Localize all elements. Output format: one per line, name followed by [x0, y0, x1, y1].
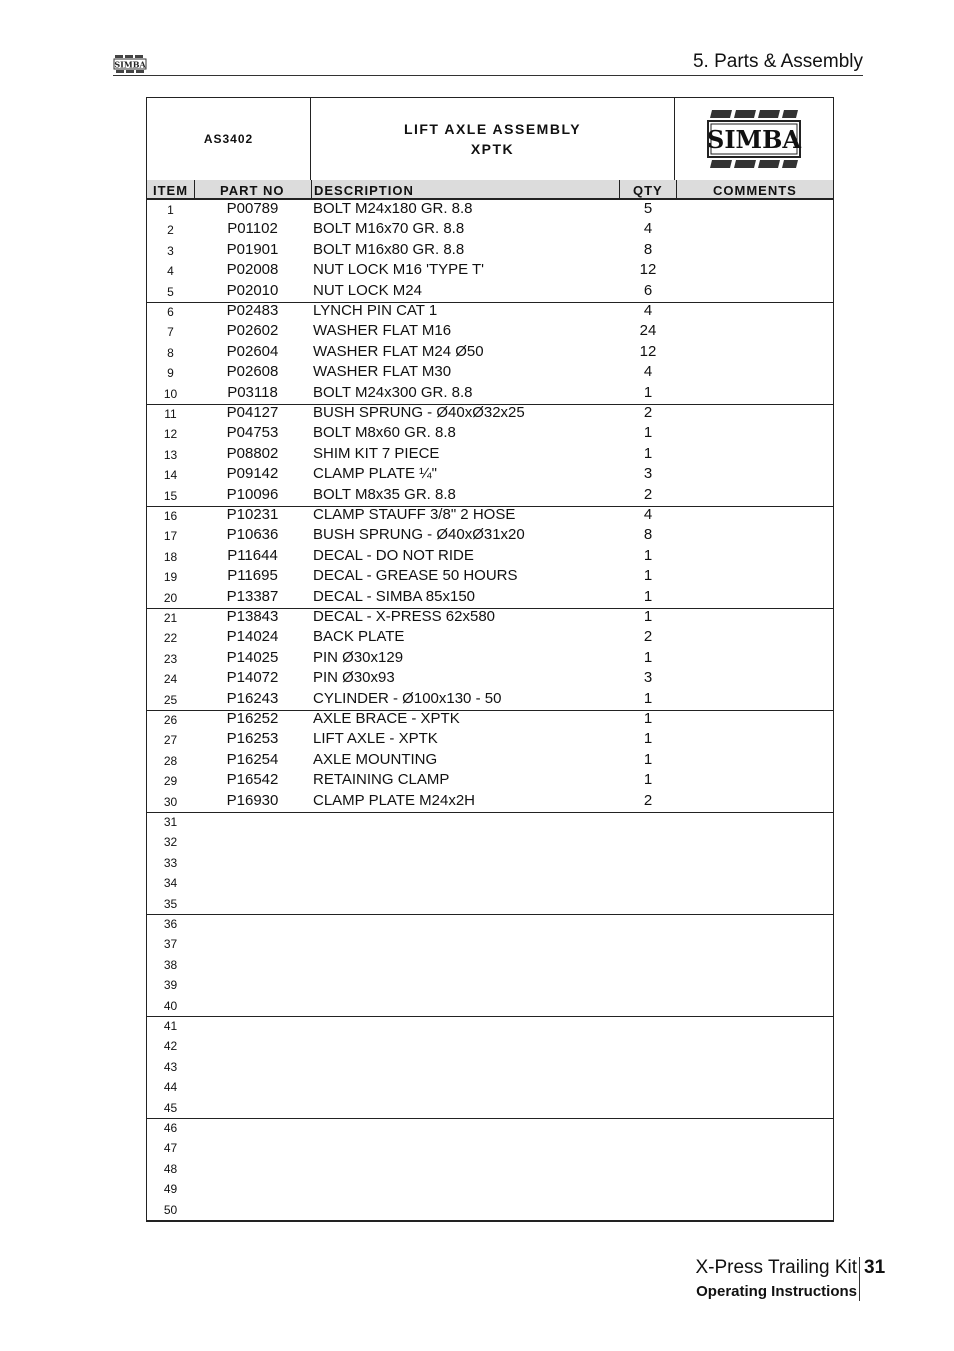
row-item: 24 — [163, 672, 178, 687]
row-item: 32 — [163, 835, 178, 850]
row-qty: 24 — [639, 322, 657, 340]
row-item: 18 — [163, 549, 178, 564]
row-item: 47 — [163, 1141, 178, 1156]
row-part-no: P14025 — [226, 648, 279, 666]
row-item: 15 — [163, 488, 178, 503]
row-item: 1 — [167, 203, 174, 217]
table-row — [147, 649, 833, 669]
row-part-no: P10096 — [226, 485, 279, 503]
row-part-no: P16252 — [226, 710, 279, 727]
row-description: NUT LOCK M24 — [313, 281, 422, 299]
column-header-qty: QTY — [633, 183, 663, 198]
row-part-no: P02483 — [226, 302, 279, 319]
row-qty: 3 — [643, 465, 653, 483]
row-part-no: P11695 — [227, 567, 278, 585]
table-row — [147, 1200, 833, 1221]
row-item: 2 — [167, 223, 174, 238]
row-qty: 4 — [643, 363, 653, 381]
row-description: WASHER FLAT M16 — [313, 322, 452, 340]
table-row — [147, 853, 833, 873]
row-item: 25 — [163, 692, 178, 707]
table-row — [147, 445, 833, 465]
table-row — [147, 608, 833, 628]
table-row — [147, 1179, 833, 1199]
row-qty: 6 — [643, 281, 653, 299]
row-description: RETAINING CLAMP — [313, 771, 450, 789]
row-part-no: P16542 — [226, 771, 279, 789]
row-description: CYLINDER - Ø100x130 - 50 — [313, 689, 502, 707]
table-row — [147, 261, 833, 281]
row-item: 38 — [163, 957, 178, 972]
table-row — [147, 934, 833, 954]
row-part-no: P09142 — [226, 465, 279, 483]
row-item: 40 — [163, 998, 178, 1013]
table-row — [147, 424, 833, 444]
row-item: 5 — [167, 284, 174, 299]
row-description: PIN Ø30x93 — [313, 669, 395, 687]
row-item: 14 — [163, 468, 178, 483]
row-description: BOLT M16x70 GR. 8.8 — [313, 220, 465, 238]
row-qty: 1 — [643, 608, 653, 625]
table-row — [147, 792, 833, 813]
row-description: BOLT M16x80 GR. 8.8 — [313, 240, 465, 258]
row-part-no: P16930 — [226, 791, 279, 809]
row-part-no: P01901 — [226, 240, 279, 258]
row-qty: 2 — [643, 791, 653, 809]
row-item: 29 — [163, 774, 178, 789]
table-row — [147, 547, 833, 567]
section-title: 5. Parts & Assembly — [692, 51, 863, 72]
table-row — [147, 812, 833, 832]
row-description: BACK PLATE — [313, 628, 405, 646]
row-part-no: P14024 — [226, 628, 279, 646]
table-row — [147, 302, 833, 322]
table-row — [147, 220, 833, 240]
row-qty: 2 — [643, 628, 653, 646]
row-qty: 12 — [639, 261, 657, 279]
row-item: 42 — [163, 1039, 178, 1054]
table-row — [147, 486, 833, 507]
column-header-row — [147, 180, 833, 200]
row-qty: 4 — [643, 302, 653, 319]
row-description: PIN Ø30x129 — [313, 648, 404, 666]
row-part-no: P16253 — [226, 730, 279, 748]
row-description: DECAL - DO NOT RIDE — [313, 546, 474, 564]
row-qty: 1 — [643, 546, 653, 564]
row-description: DECAL - X-PRESS 62x580 — [313, 608, 496, 625]
row-item: 43 — [163, 1059, 178, 1074]
table-row — [147, 241, 833, 261]
row-item: 7 — [167, 325, 174, 340]
row-description: BOLT M24x180 GR. 8.8 — [313, 200, 473, 217]
table-row — [147, 914, 833, 934]
row-description: DECAL - SIMBA 85x150 — [313, 587, 476, 605]
table-row — [147, 955, 833, 975]
row-qty: 1 — [643, 750, 653, 768]
row-part-no: P02010 — [226, 281, 279, 299]
row-part-no: P14072 — [226, 669, 279, 687]
table-row — [147, 1016, 833, 1036]
footer-subtitle: Operating Instructions — [696, 1283, 857, 1300]
table-row — [147, 751, 833, 771]
row-qty: 2 — [643, 404, 653, 421]
row-description: WASHER FLAT M30 — [313, 363, 452, 381]
row-item: 28 — [163, 753, 178, 768]
table-row — [147, 873, 833, 893]
row-qty: 4 — [643, 220, 653, 238]
simba-logo — [675, 98, 833, 180]
row-item: 4 — [167, 264, 174, 279]
table-row — [147, 343, 833, 363]
assembly-number: AS3402 — [203, 132, 254, 146]
row-item: 49 — [163, 1182, 178, 1197]
row-description: NUT LOCK M16 'TYPE T' — [313, 261, 485, 279]
assembly-header — [147, 98, 833, 181]
row-description: BUSH SPRUNG - Ø40xØ32x25 — [313, 404, 525, 421]
table-row — [147, 465, 833, 485]
row-qty: 1 — [643, 587, 653, 605]
row-description: BOLT M8x60 GR. 8.8 — [313, 424, 456, 442]
table-row — [147, 669, 833, 689]
table-row — [147, 975, 833, 995]
row-item: 26 — [163, 713, 178, 727]
table-row — [147, 506, 833, 526]
row-description: AXLE MOUNTING — [313, 750, 438, 768]
row-item: 10 — [163, 386, 178, 401]
table-row — [147, 200, 833, 220]
row-item: 20 — [163, 590, 178, 605]
table-row — [147, 1036, 833, 1056]
row-item: 46 — [163, 1121, 178, 1135]
table-row — [147, 1057, 833, 1077]
table-row — [147, 1118, 833, 1138]
header-simba-logo-icon — [113, 54, 147, 74]
row-item: 33 — [163, 855, 178, 870]
row-part-no: P11644 — [227, 546, 278, 564]
row-item: 19 — [163, 570, 178, 585]
row-description: CLAMP STAUFF 3/8" 2 HOSE — [313, 506, 516, 523]
row-part-no: P03118 — [227, 383, 278, 401]
parts-table — [146, 97, 834, 1222]
row-item: 22 — [163, 631, 178, 646]
row-item: 13 — [163, 447, 178, 462]
row-description: BOLT M8x35 GR. 8.8 — [313, 485, 456, 503]
row-part-no: P16254 — [226, 750, 279, 768]
row-qty: 8 — [643, 526, 653, 544]
row-part-no: P10231 — [226, 506, 279, 523]
row-description: DECAL - GREASE 50 HOURS — [313, 567, 518, 585]
table-row — [147, 730, 833, 750]
row-item: 23 — [163, 651, 178, 666]
row-item: 50 — [163, 1202, 178, 1217]
column-divider — [194, 180, 195, 198]
assembly-title-line2: XPTK — [470, 141, 515, 157]
table-row — [147, 1159, 833, 1179]
column-header-description: DESCRIPTION — [314, 183, 414, 198]
row-part-no: P01102 — [227, 220, 278, 238]
row-item: 16 — [163, 509, 178, 523]
row-item: 48 — [163, 1161, 178, 1176]
row-qty: 1 — [643, 730, 653, 748]
table-row — [147, 771, 833, 791]
row-item: 35 — [163, 896, 178, 911]
row-qty: 1 — [643, 444, 653, 462]
row-qty: 1 — [643, 648, 653, 666]
row-description: SHIM KIT 7 PIECE — [313, 444, 440, 462]
row-qty: 1 — [643, 567, 653, 585]
table-row — [147, 282, 833, 303]
table-row — [147, 690, 833, 711]
row-item: 34 — [163, 876, 178, 891]
column-divider — [619, 180, 620, 198]
row-item: 17 — [163, 529, 178, 544]
row-item: 6 — [167, 305, 174, 319]
table-row — [147, 1138, 833, 1158]
row-part-no: P10636 — [226, 526, 279, 544]
row-part-no: P13843 — [226, 608, 279, 625]
row-part-no: P02604 — [226, 342, 279, 360]
row-qty: 1 — [643, 424, 653, 442]
table-row — [147, 710, 833, 730]
row-item: 37 — [163, 937, 178, 952]
row-description: BOLT M24x300 GR. 8.8 — [313, 383, 473, 401]
row-item: 36 — [163, 917, 178, 931]
row-description: CLAMP PLATE ¼" — [313, 465, 437, 483]
row-qty: 1 — [643, 771, 653, 789]
footer-title: X-Press Trailing Kit — [695, 1257, 857, 1278]
table-row — [147, 628, 833, 648]
row-item: 39 — [163, 978, 178, 993]
row-item: 44 — [163, 1080, 178, 1095]
column-header-part-no: PART NO — [220, 183, 285, 198]
row-part-no: P00789 — [226, 200, 279, 217]
table-row — [147, 588, 833, 609]
table-row — [147, 363, 833, 383]
row-qty: 2 — [643, 485, 653, 503]
table-row — [147, 832, 833, 852]
row-qty: 8 — [643, 240, 653, 258]
table-row — [147, 567, 833, 587]
row-description: BUSH SPRUNG - Ø40xØ31x20 — [313, 526, 525, 544]
row-qty: 1 — [643, 689, 653, 707]
row-description: LIFT AXLE - XPTK — [313, 730, 438, 748]
row-qty: 1 — [643, 710, 653, 727]
row-item: 21 — [163, 611, 178, 625]
assembly-title — [310, 98, 675, 180]
row-qty: 1 — [643, 383, 653, 401]
row-part-no: P16243 — [226, 689, 279, 707]
column-header-item: ITEM — [153, 183, 189, 198]
table-row — [147, 404, 833, 424]
page-number: 31 — [864, 1257, 886, 1278]
table-row — [147, 526, 833, 546]
row-item: 11 — [164, 407, 177, 421]
column-divider — [676, 180, 677, 198]
row-item: 45 — [163, 1100, 178, 1115]
table-row — [147, 894, 833, 915]
row-part-no: P04127 — [226, 404, 279, 421]
row-part-no: P08802 — [226, 444, 279, 462]
row-item: 3 — [167, 243, 174, 258]
row-qty: 4 — [643, 506, 653, 523]
row-description: WASHER FLAT M24 Ø50 — [313, 342, 484, 360]
svg-text:SIMBA: SIMBA — [114, 59, 146, 70]
column-divider — [311, 180, 312, 198]
row-qty: 5 — [643, 200, 653, 217]
table-row — [147, 996, 833, 1017]
assembly-title-line1: LIFT AXLE ASSEMBLY — [403, 121, 582, 137]
row-part-no: P02008 — [226, 261, 279, 279]
table-row — [147, 322, 833, 342]
column-header-comments: COMMENTS — [713, 183, 797, 198]
row-qty: 3 — [643, 669, 653, 687]
simba-logo-text: SIMBA — [706, 125, 802, 154]
row-part-no: P02608 — [226, 363, 279, 381]
table-row — [147, 1077, 833, 1097]
row-item: 12 — [163, 427, 178, 442]
row-item: 8 — [167, 345, 174, 360]
row-item: 9 — [167, 366, 174, 381]
row-description: AXLE BRACE - XPTK — [313, 710, 460, 727]
row-item: 31 — [163, 815, 178, 829]
row-part-no: P02602 — [226, 322, 279, 340]
table-row — [147, 384, 833, 405]
row-item: 30 — [163, 794, 178, 809]
row-qty: 12 — [639, 342, 657, 360]
row-part-no: P13387 — [226, 587, 279, 605]
row-description: CLAMP PLATE M24x2H — [313, 791, 476, 809]
row-part-no: P04753 — [226, 424, 279, 442]
table-row — [147, 1098, 833, 1119]
header-divider — [113, 75, 863, 76]
row-item: 27 — [163, 733, 178, 748]
row-item: 41 — [163, 1019, 178, 1033]
footer-divider — [859, 1257, 860, 1301]
row-description: LYNCH PIN CAT 1 — [313, 302, 438, 319]
